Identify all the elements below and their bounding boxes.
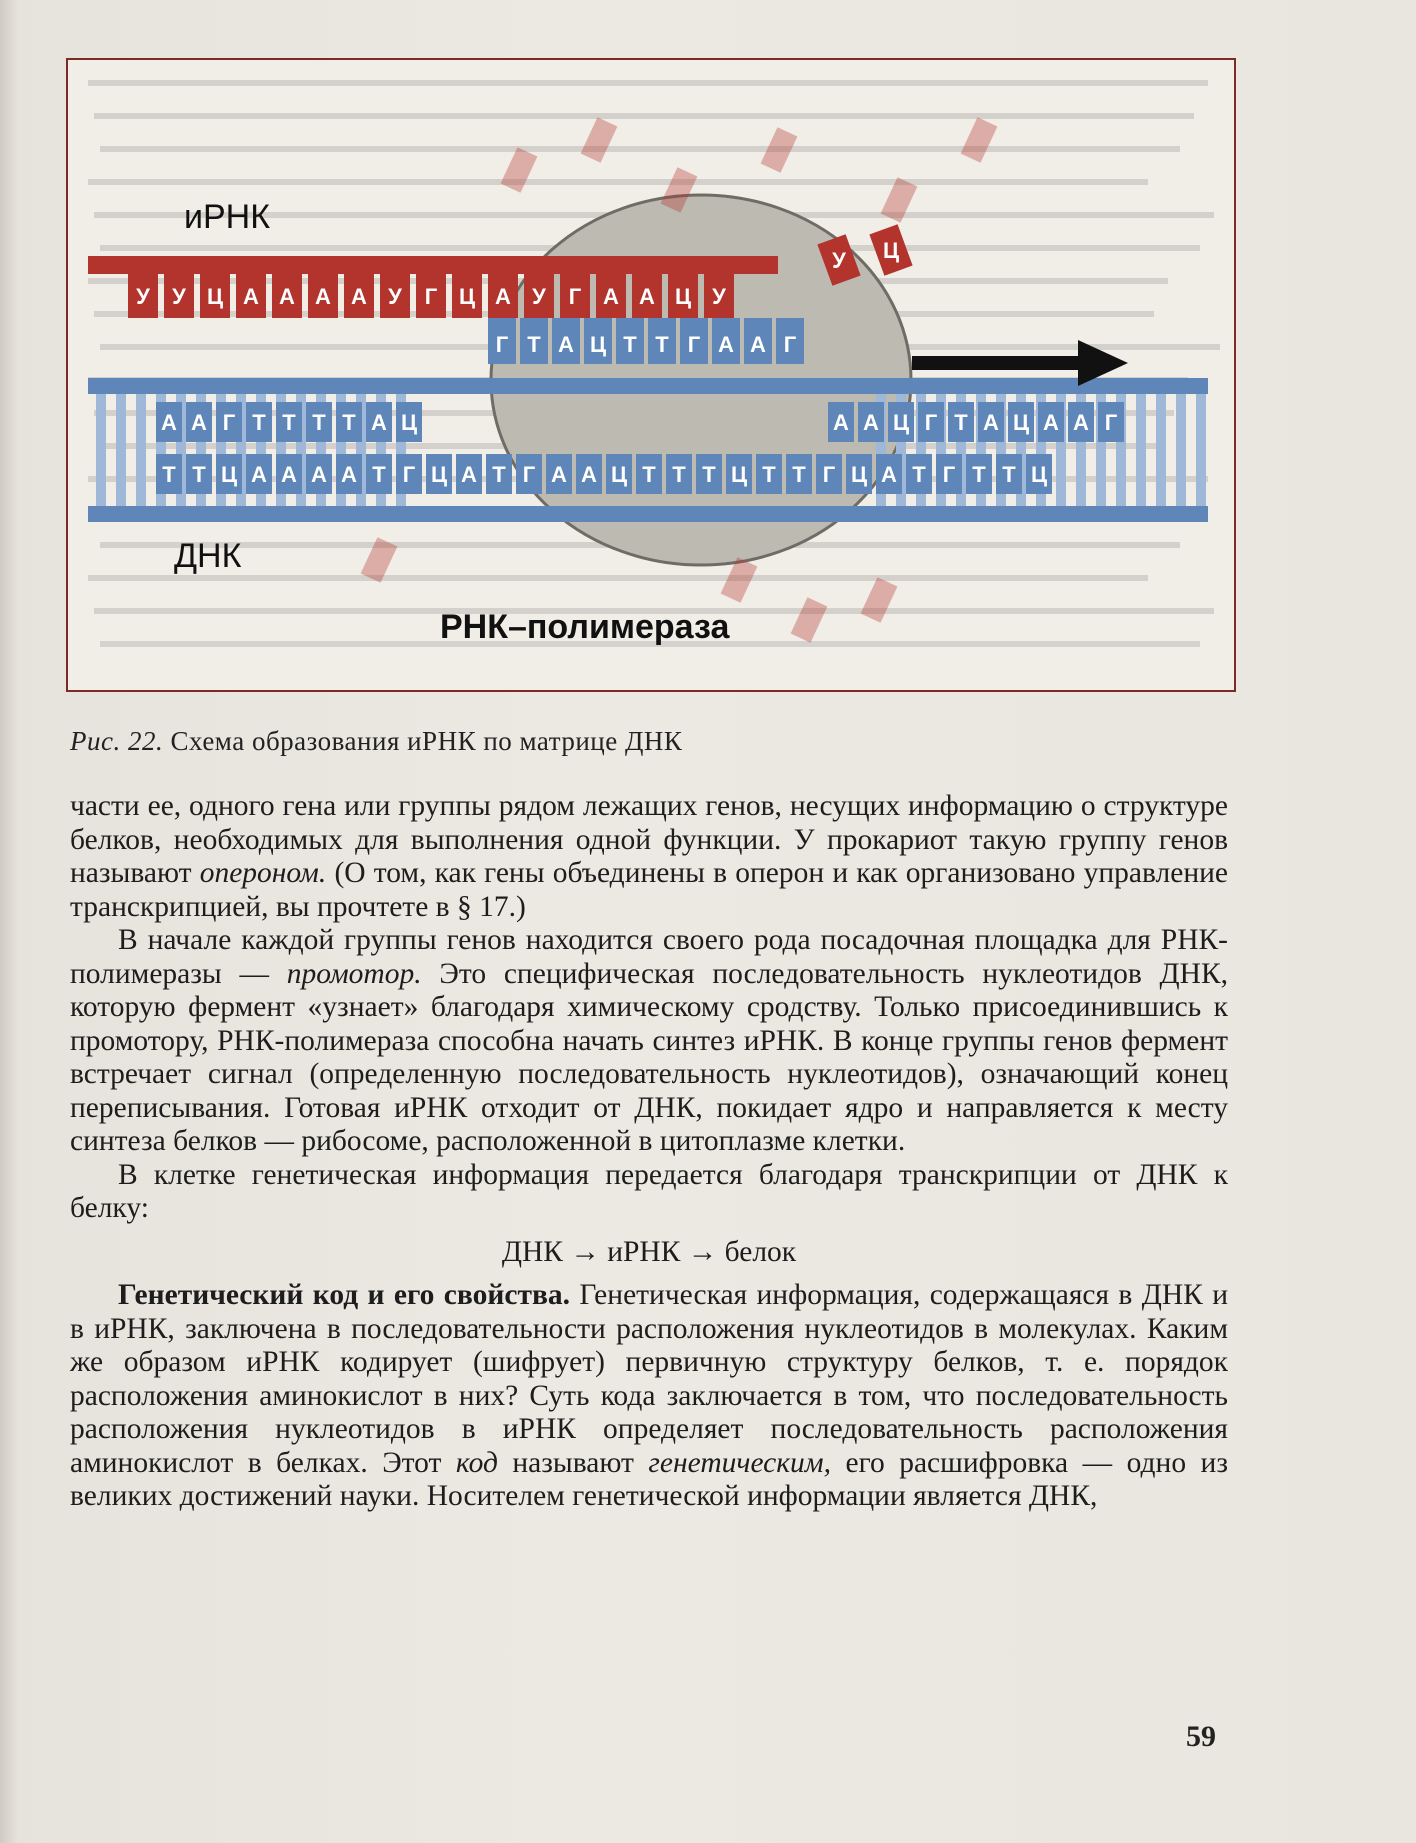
mrna-letter: А	[279, 284, 295, 309]
paragraph-3: В клетке генетическая информация передается благодаря транскрипции от ДНК к белку:	[70, 1158, 1228, 1224]
template-letter: А	[750, 332, 766, 357]
free-nucleotide-letter: У	[832, 248, 846, 273]
page-gutter-shadow	[0, 0, 18, 1843]
dna-bottom-letter: Ц	[610, 462, 628, 487]
template-letter: Т	[527, 332, 541, 357]
dna-top-right-letter: А	[1073, 410, 1089, 435]
dna-top-left-letter: Т	[342, 410, 356, 435]
caption-text: Схема образования иРНК по матрице ДНК	[170, 726, 683, 756]
dna-top-right-letter: Ц	[892, 410, 910, 435]
mrna-letter: А	[603, 284, 619, 309]
p1-text: части ее, одного гена или группы рядом лежащих генов, несущих информацию о структуре белков, необходимых для выполнения одной функции. У прокариот такую группу генов называют	[70, 790, 1228, 889]
paragraph-2	[70, 924, 1228, 1159]
dna-top-left-letter: Т	[252, 410, 266, 435]
dna-bottom-letter: Т	[912, 462, 926, 487]
dna-bottom-letter: А	[461, 462, 477, 487]
dna-top-left-letter: А	[191, 410, 207, 435]
template-letter: Т	[623, 332, 637, 357]
dna-bottom-letter: Ц	[850, 462, 868, 487]
transcription-diagram	[68, 60, 1234, 690]
mrna-letter: А	[351, 284, 367, 309]
dna-bottom-letter: Ц	[220, 462, 238, 487]
dna-bottom-letter: Г	[942, 462, 956, 487]
free-nucleotide-faint	[961, 117, 998, 163]
body-text	[70, 790, 1228, 1514]
mrna-letter: Г	[568, 284, 582, 309]
template-letter: Т	[655, 332, 669, 357]
page-number: 59	[1186, 1720, 1216, 1753]
label-mrna: иРНК	[184, 198, 271, 236]
dna-top-right-letter: Ц	[1012, 410, 1030, 435]
dna-bottom-letter: А	[341, 462, 357, 487]
template-letter: А	[718, 332, 734, 357]
dna-top-backbone	[88, 378, 1208, 394]
dna-top-right-letter: А	[983, 410, 999, 435]
dna-bottom-letter: Т	[192, 462, 206, 487]
background-text-line	[88, 179, 1148, 185]
p2-text-b: Это специфическая последовательность нуклеотидов ДНК, которую фермент «узнает» благодаря химическому сродству. Только присоединившись к промотору, РНК-полимераза способна начать синтез иРНК. В конце группы генов фермент встречает сигнал (определенную последовательность нуклеотидов), означающий конец переписывания. Готовая иРНК отходит от ДНК, покидает ядро и направляется к месту синтеза белков — рибосоме, расположенной в цитоплазме клетки.	[70, 957, 1229, 1157]
dna-base-pair	[136, 394, 146, 506]
dna-bottom-letter: Т	[1002, 462, 1016, 487]
dna-bottom-letter: Т	[162, 462, 176, 487]
term-code: код	[455, 1446, 498, 1479]
mrna-letter: А	[639, 284, 655, 309]
free-nucleotide-faint	[501, 147, 538, 193]
term-operon: опероном.	[199, 857, 327, 889]
p2-text-a: В начале каждой группы генов находится своего рода посадочная площадка для РНК-полимеразы —	[70, 924, 1228, 990]
dna-bottom-letter: Г	[402, 462, 416, 487]
dna-bottom-letter: Ц	[730, 462, 748, 487]
template-letter: Ц	[589, 332, 607, 357]
figure-caption	[70, 726, 1230, 757]
dna-bottom-letter: А	[881, 462, 897, 487]
label-rna-polymerase: РНК–полимераза	[440, 608, 730, 646]
dna-bottom-letter: Ц	[1030, 462, 1048, 487]
free-nucleotide-faint	[861, 577, 898, 623]
dna-bottom-letter: А	[281, 462, 297, 487]
paragraph-4	[70, 1279, 1228, 1514]
mrna-letter: У	[712, 284, 726, 309]
dna-base-pair	[1176, 394, 1186, 506]
template-letter: Г	[687, 332, 701, 357]
template-letter: Г	[495, 332, 509, 357]
mrna-letter: А	[315, 284, 331, 309]
transcription-formula: ДНК → иРНК → белок	[501, 1235, 797, 1268]
section-heading-genetic-code: Генетический код и его свойства.	[118, 1279, 570, 1311]
mrna-letter: А	[495, 284, 511, 309]
dna-bottom-letter: Т	[792, 462, 806, 487]
dna-top-left-letter: А	[371, 410, 387, 435]
dna-top-right-letter: А	[833, 410, 849, 435]
dna-top-left-letter: Ц	[400, 410, 418, 435]
mrna-letter: А	[243, 284, 259, 309]
mrna-letter: У	[388, 284, 402, 309]
background-text-line	[88, 575, 1148, 581]
background-text-line	[88, 80, 1208, 86]
dna-bottom-letter: Т	[972, 462, 986, 487]
dna-top-right-letter: Т	[954, 410, 968, 435]
dna-bottom-letter: Т	[642, 462, 656, 487]
dna-top-right-letter: А	[1043, 410, 1059, 435]
p4-text-a: Генетическая информация, содержащаяся в ДНК и в иРНК, заключена в последовательности расположения нуклеотидов в молекулах. Каким же образом иРНК кодирует (шифрует) первичную структуру белков, т. е. порядок расположения аминокислот в них? Суть кода заключается в том, что последовательность расположения нуклеотидов в иРНК определяет последовательность расположения аминокислот в белках. Этот	[70, 1279, 1228, 1479]
dna-base-pair	[116, 394, 126, 506]
mrna-letter: Ц	[458, 284, 476, 309]
dna-bottom-letter: Ц	[430, 462, 448, 487]
dna-base-pair	[96, 394, 106, 506]
mrna-letter: У	[136, 284, 150, 309]
dna-bottom-letter: Г	[822, 462, 836, 487]
template-letter: Г	[783, 332, 797, 357]
p1-tail: (О том, как гены объединены в оперон и как организовано управление транскрипцией, вы прочтете в § 17.)	[70, 857, 1228, 923]
background-text-line	[94, 113, 1194, 119]
caption-label: Рис. 22.	[70, 726, 164, 756]
dna-bottom-letter: Г	[522, 462, 536, 487]
figure-transcription	[66, 58, 1236, 692]
mrna-strand	[88, 256, 778, 318]
template-letter: А	[558, 332, 574, 357]
background-text-line	[100, 146, 1180, 152]
p4-text-c: его расшифровка — одно из великих достижений науки. Носителем генетической информации является ДНК,	[70, 1446, 1228, 1512]
dna-top-left-letter: А	[161, 410, 177, 435]
mrna-letter: У	[172, 284, 186, 309]
free-nucleotide-letter: Ц	[882, 238, 900, 263]
p4-text-b: называют	[512, 1446, 634, 1479]
dna-bottom-letter: А	[551, 462, 567, 487]
term-promoter: промотор.	[286, 957, 422, 990]
free-nucleotide-faint	[791, 597, 828, 643]
mrna-backbone	[88, 256, 778, 274]
dna-base-pair	[1136, 394, 1146, 506]
dna-top-right-letter: Г	[924, 410, 938, 435]
mrna-letter: Ц	[206, 284, 224, 309]
dna-bottom-letter: А	[251, 462, 267, 487]
label-dna: ДНК	[174, 537, 242, 575]
dna-bottom-letter: Т	[762, 462, 776, 487]
dna-bottom-letter: Т	[702, 462, 716, 487]
dna-top-left-letter: Т	[312, 410, 326, 435]
dna-base-pair	[1156, 394, 1166, 506]
mrna-letter: Ц	[674, 284, 692, 309]
dna-bottom-letter: Т	[492, 462, 506, 487]
dna-bottom-backbone	[88, 506, 1208, 522]
mrna-letter: Г	[424, 284, 438, 309]
free-nucleotide-faint	[581, 117, 618, 163]
dna-bottom-letter: А	[311, 462, 327, 487]
dna-top-left-letter: Т	[282, 410, 296, 435]
dna-top-left-letter: Г	[222, 410, 236, 435]
dna-bottom-letter: Т	[672, 462, 686, 487]
dna-bottom-letter: А	[581, 462, 597, 487]
dna-base-pair	[1196, 394, 1206, 506]
term-genetic: генетическим,	[648, 1446, 832, 1479]
paragraph-1	[70, 790, 1228, 924]
mrna-letter: У	[532, 284, 546, 309]
dna-bottom-letter: Т	[372, 462, 386, 487]
dna-top-right-letter: Г	[1104, 410, 1118, 435]
dna-top-right-letter: А	[863, 410, 879, 435]
